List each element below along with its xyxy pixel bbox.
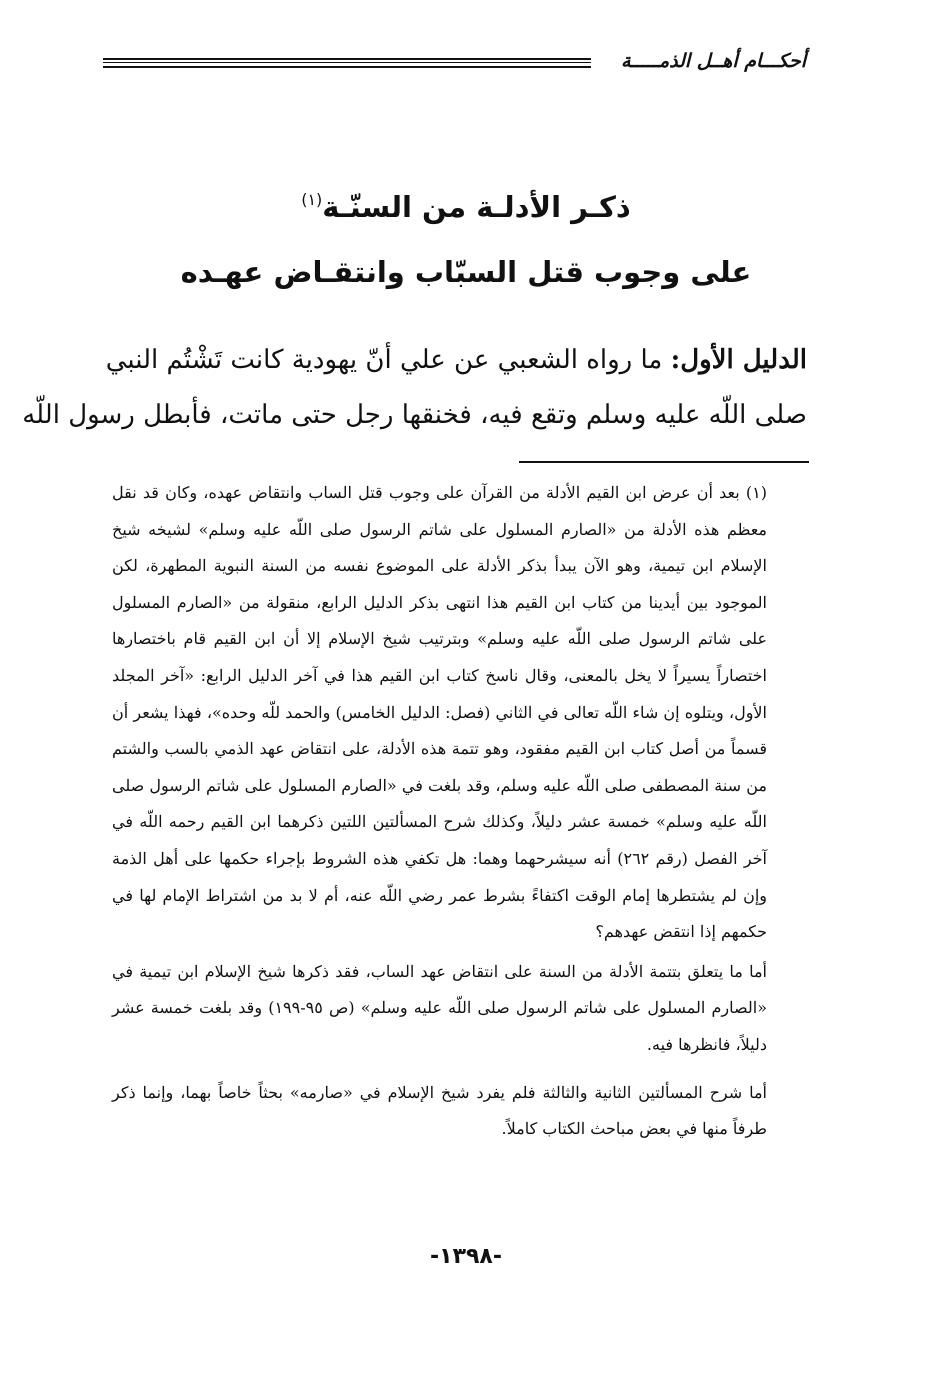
footnote-paragraph-3: أما شرح المسألتين الثانية والثالثة فلم يفرد شيخ الإسلام في «صارمه» بحثاً خاصاً بهما، وإنما ذكر طرفاً منها في بعض مباحث الكتاب كاملاً. bbox=[112, 1082, 767, 1139]
evidence-label: الدليل الأول: bbox=[670, 345, 807, 375]
page-number: -١٣٩٨- bbox=[430, 1244, 502, 1269]
footnote-separator bbox=[519, 461, 809, 463]
section-title-line2: على وجوب قتل السبّاب وانتقـاض عهـده bbox=[180, 255, 752, 289]
footnote-block bbox=[112, 475, 807, 1148]
footnote-ref: (١) bbox=[301, 190, 323, 209]
footnote-paragraph-1: (١) بعد أن عرض ابن القيم الأدلة من القرآن على وجوب قتل الساب وانتقاض عهده، وكان قد نقل معظم هذه الأدلة من «الصارم المسلول على شاتم الرسول صلى اللّه عليه وسلم» لشيخه شيخ الإسلام ابن تيمية، وهو الآن يبدأ بذكر الأدلة على الموضوع نفسه من السنة النبوية المطهرة، لكن الموجود بين أيدينا من كتاب ابن القيم هذا انتهى بذكر الدليل الرابع، منقولة من «الصارم المسلول على شاتم الرسول صلى اللّه عليه وسلم» وبترتيب شيخ الإسلام إلا أن ابن القيم قام باختصارها اختصاراً يسيراً لا يخل بالمعنى، وقال ناسخ كتاب ابن القيم هذا في آخر الدليل الرابع: «آخر المجلد الأول، ويتلوه إن شاء اللّه تعالى في الثاني (فصل: الدليل الخامس) والحمد للّه وحده»، فهذا يشعر أن قسماً من أصل كتاب ابن القيم مفقود، وهو تتمة هذه الأدلة، على انتقاض عهد الذمي بالسب والشتم من سنة المصطفى صلى اللّه عليه وسلم، وقد بلغت في «الصارم المسلول على شاتم الرسول صلى اللّه عليه وسلم» خمسة عشر دليلاً، وكذلك شرح المسألتين اللتين ذكرهما ابن القيم رحمه اللّه في آخر الفصل (رقم ٢٦٢) أنه سيشرحهما وهما: هل تكفي هذه الشروط بإجراء حكمها على أهل الذمة وإن لم يشتطرها إمام الوقت اكتفاءً بشرط عمر رضي اللّه عنه، أم لا بد من اشتراط الإمام لها في حكمهم إذا انتقض عهدهم؟ bbox=[112, 483, 768, 942]
body-line-1-text: ما رواه الشعبي عن علي أنّ يهودية كانت تَشْتُم النبي bbox=[105, 345, 663, 375]
section-title-text: ذكـر الأدلـة من السنّـة bbox=[322, 190, 631, 224]
body-line-2: صلى اللّه عليه وسلم وتقع فيه، فخنقها رجل حتى ماتت، فأبطل رسول اللّه bbox=[22, 400, 807, 430]
running-header-title: أحكـــام أهــل الذمـــــة bbox=[620, 50, 806, 72]
section-title-line1 bbox=[0, 190, 932, 224]
body-line-1 bbox=[105, 345, 807, 375]
footnote-paragraph-2: أما ما يتعلق بتتمة الأدلة من السنة على انتقاض عهد الساب، فقد ذكرها شيخ الإسلام ابن تيمية في «الصارم المسلول على شاتم الرسول صلى اللّه عليه وسلم» (ص ٩٥-١٩٩) وقد بلغت خمسة عشر دليلاً، فانظرها فيه. bbox=[112, 961, 767, 1054]
header-rule bbox=[103, 58, 591, 68]
